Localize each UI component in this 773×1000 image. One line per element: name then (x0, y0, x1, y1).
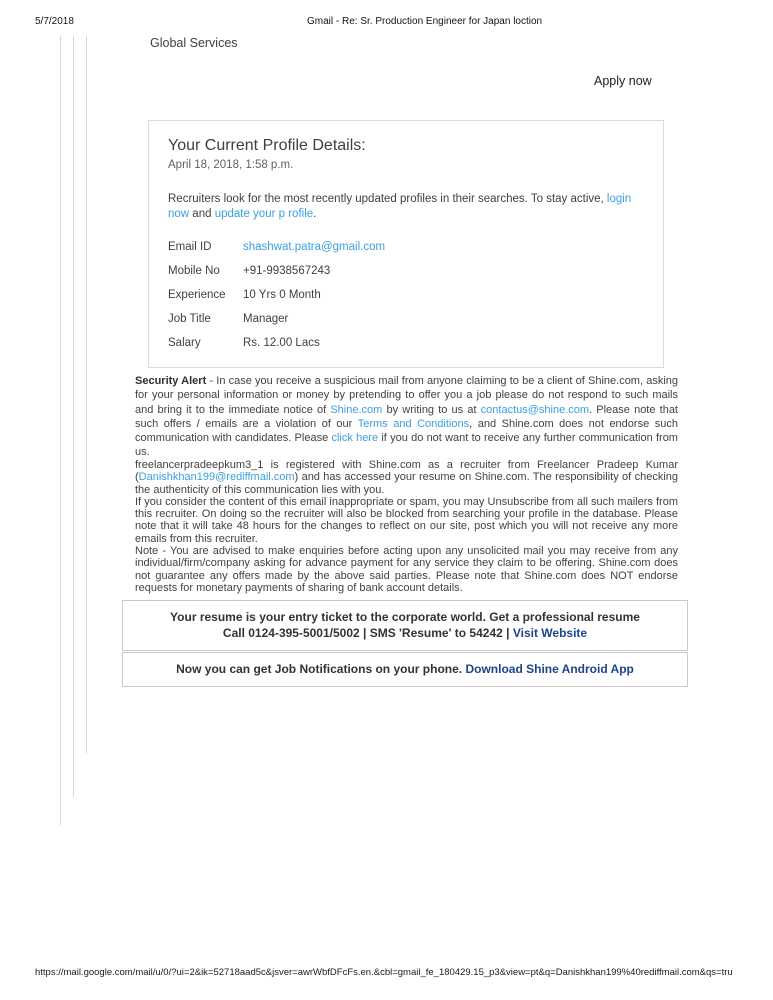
table-border-line (86, 36, 87, 753)
field-row-jobtitle (168, 313, 645, 325)
profile-fields (168, 241, 645, 349)
table-border-line (60, 36, 61, 825)
update-profile-link[interactable]: update your p rofile (214, 208, 314, 220)
shine-link[interactable]: Shine.com (330, 403, 383, 416)
sender-title: Global Services (150, 36, 238, 50)
profile-details-card (148, 120, 664, 368)
resume-promo-banner (122, 600, 688, 651)
field-label: Salary (168, 337, 201, 349)
table-border-line (73, 36, 74, 797)
intro-and-text: and (189, 208, 215, 220)
login-now-link[interactable]: login now (168, 193, 632, 220)
unsubscribe-paragraph: If you consider the content of this email inappropriate or spam, you may Unsubscribe from all such mailers from this recruiter. On doing so the recruiter will also be blocked from searching your profile in the database. Please note that it will take 48 hours for the changes to reflect on our site, post which you will not receive any more emails from this recruiter. (135, 495, 678, 545)
apply-now-link[interactable]: Apply now (594, 74, 652, 88)
print-header-date: 5/7/2018 (35, 16, 74, 27)
security-text: if you do not want to receive any further communication from us. (135, 432, 678, 459)
download-app-link[interactable]: Download Shine Android App (465, 662, 634, 676)
field-row-salary (168, 337, 645, 349)
security-text: , and Shine.com does not endorse such communication with candidates. Please (135, 417, 678, 445)
security-alert-paragraph (135, 374, 678, 460)
profile-card-intro (168, 192, 645, 222)
field-row-email (168, 241, 645, 253)
android-app-banner (122, 652, 688, 687)
field-row-experience (168, 289, 645, 301)
print-header-title: Gmail - Re: Sr. Production Engineer for Japan loction (307, 16, 543, 27)
field-value: +91-9938567243 (243, 265, 331, 277)
security-alert-label: Security Alert (135, 375, 207, 387)
profile-card-timestamp: April 18, 2018, 1:58 p.m. (168, 159, 294, 171)
print-footer-url: https://mail.google.com/mail/u/0/?ui=2&ik=52718aad5c&jsver=awrWbfDFcFs.en.&cbl=gmail_fe_180429.15_p3&view=pt&q=Danishkhan199%40rediffmail.com&qs=tru (35, 967, 733, 978)
intro-period: . (313, 208, 317, 220)
field-value: Rs. 12.00 Lacs (243, 337, 320, 349)
resume-banner-call-text: Call 0124-395-5001/5002 | SMS 'Resume' to 54242 | (222, 626, 513, 640)
app-banner-text: Now you can get Job Notifications on your phone. (176, 662, 466, 676)
resume-banner-line1: Your resume is your entry ticket to the corporate world. Get a professional resume (170, 610, 640, 624)
security-text: . Please note that such offers / emails are a violation of our (135, 403, 678, 430)
recruiter-email-link[interactable]: Danishkhan199@rediffmail.com (138, 471, 295, 484)
click-here-link[interactable]: click here (331, 432, 379, 445)
field-label: Mobile No (168, 265, 220, 277)
field-value: Manager (243, 313, 289, 325)
note-paragraph: Note - You are advised to make enquiries before acting upon any unsolicited mail you may receive from any individual/firm/company asking for advance payment for any service they claim to be offering. Shine.com does not guarantee any offers made by the above said parties. Please note that Shine.com does NOT endorse requests for monetary payments of sharing of bank account details. (135, 545, 678, 594)
resume-banner-line2 (133, 625, 677, 641)
profile-email-link[interactable]: shashwat.patra@gmail.com (243, 241, 386, 253)
terms-link[interactable]: Terms and Conditions (357, 417, 470, 430)
recruiter-paragraph (135, 459, 678, 496)
field-label: Experience (168, 289, 226, 301)
field-value: 10 Yrs 0 Month (243, 289, 321, 301)
intro-text: Recruiters look for the most recently updated profiles in their searches. To stay active, (168, 193, 607, 205)
recruiter-text: ) and has accessed your resume on Shine.com. The responsibility of checking the authenticity of this communication lies with you. (135, 471, 678, 496)
contactus-link[interactable]: contactus@shine.com (480, 403, 590, 416)
security-text: by writing to us at (382, 403, 481, 416)
recruiter-info-block (135, 459, 678, 594)
security-text: - In case you receive a suspicious mail from anyone claiming to be a client of Shine.com, asking for your personal information or money by pretending to offer you a job please do not respond to such mails and bring it to the immediate notice of (135, 375, 679, 416)
field-label: Job Title (168, 313, 211, 325)
profile-card-heading: Your Current Profile Details: (168, 137, 366, 154)
visit-website-link[interactable]: Visit Website (512, 626, 588, 640)
field-label: Email ID (168, 241, 212, 253)
recruiter-text: freelancerpradeepkum3_1 is registered with Shine.com as a recruiter from Freelancer Pradeep Kumar ( (135, 459, 678, 484)
field-row-mobile (168, 265, 645, 277)
